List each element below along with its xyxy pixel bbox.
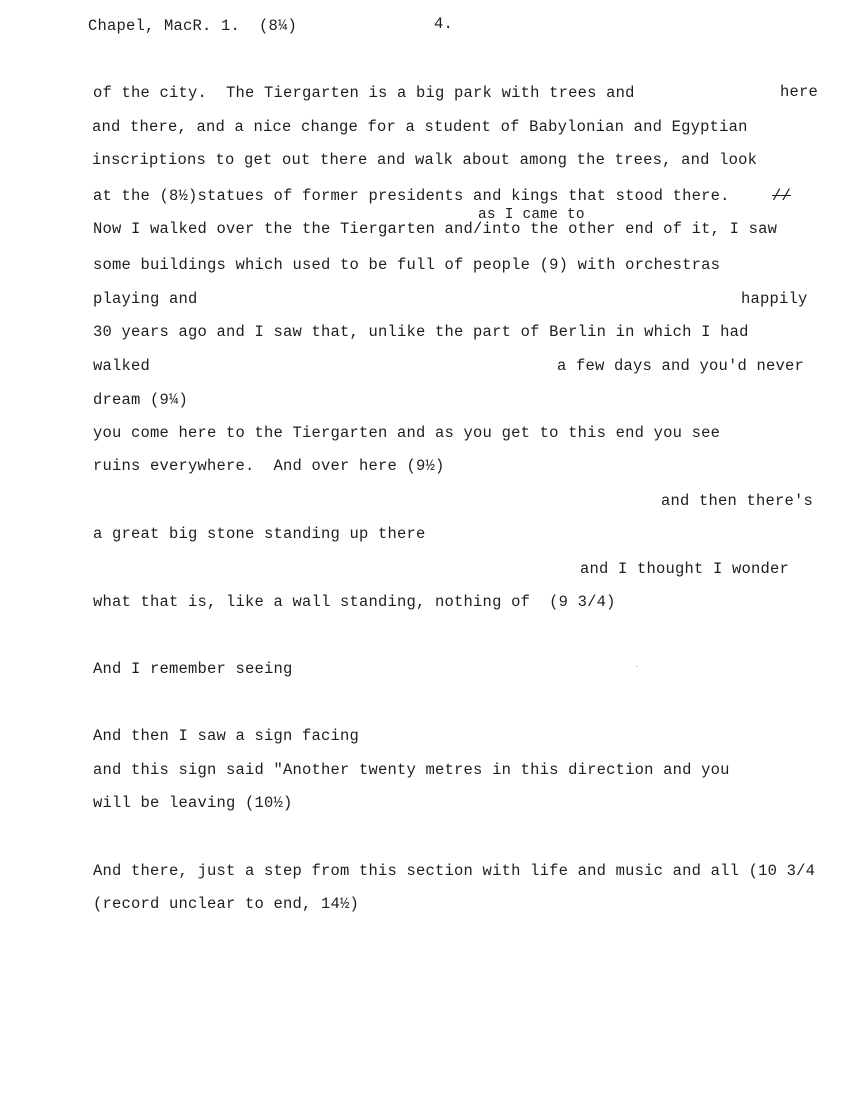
- text-line: and this sign said "Another twenty metres in this direction and you: [93, 761, 730, 779]
- text-line: playing and: [93, 290, 198, 308]
- text-line: and I thought I wonder: [580, 560, 790, 578]
- text-line: 30 years ago and I saw that, unlike the part of Berlin in which I had: [93, 323, 749, 341]
- page-number: 4.: [434, 15, 454, 33]
- text-line: and then there's: [661, 492, 814, 510]
- text-line: a few days and you'd never: [557, 357, 805, 375]
- text-line: some buildings which used to be full of people (9) with orchestras: [93, 256, 721, 274]
- text-line: you come here to the Tiergarten and as you get to this end you see: [93, 424, 721, 442]
- text-line: of the city. The Tiergarten is a big park with trees and: [93, 84, 635, 102]
- text-line: walked: [93, 357, 151, 375]
- paper-speck: [636, 666, 638, 667]
- text-line: And I remember seeing: [93, 660, 293, 678]
- text-line: (record unclear to end, 14½): [93, 895, 360, 913]
- text-line: at the (8½)statues of former presidents and kings that stood there.: [93, 187, 730, 205]
- header-title: Chapel, MacR. 1. (8¼): [88, 17, 298, 35]
- text-line: will be leaving (10½): [93, 794, 293, 812]
- struck-text: //: [772, 187, 792, 205]
- text-line: And there, just a step from this section with life and music and all (10 3/4: [93, 862, 816, 880]
- text-line: And then I saw a sign facing: [93, 727, 360, 745]
- text-line: Now I walked over the the Tiergarten and/into the other end of it, I saw: [93, 220, 778, 238]
- text-line: here: [780, 83, 819, 101]
- text-line: happily: [741, 290, 808, 308]
- interlinear-insertion: as I came to: [478, 207, 585, 223]
- text-line: inscriptions to get out there and walk about among the trees, and look: [92, 151, 758, 169]
- text-line: and there, and a nice change for a student of Babylonian and Egyptian: [92, 118, 748, 136]
- text-line: dream (9¼): [93, 391, 189, 409]
- text-line: a great big stone standing up there: [93, 525, 426, 543]
- text-line: what that is, like a wall standing, nothing of (9 3/4): [93, 593, 616, 611]
- text-line: ruins everywhere. And over here (9½): [93, 457, 445, 475]
